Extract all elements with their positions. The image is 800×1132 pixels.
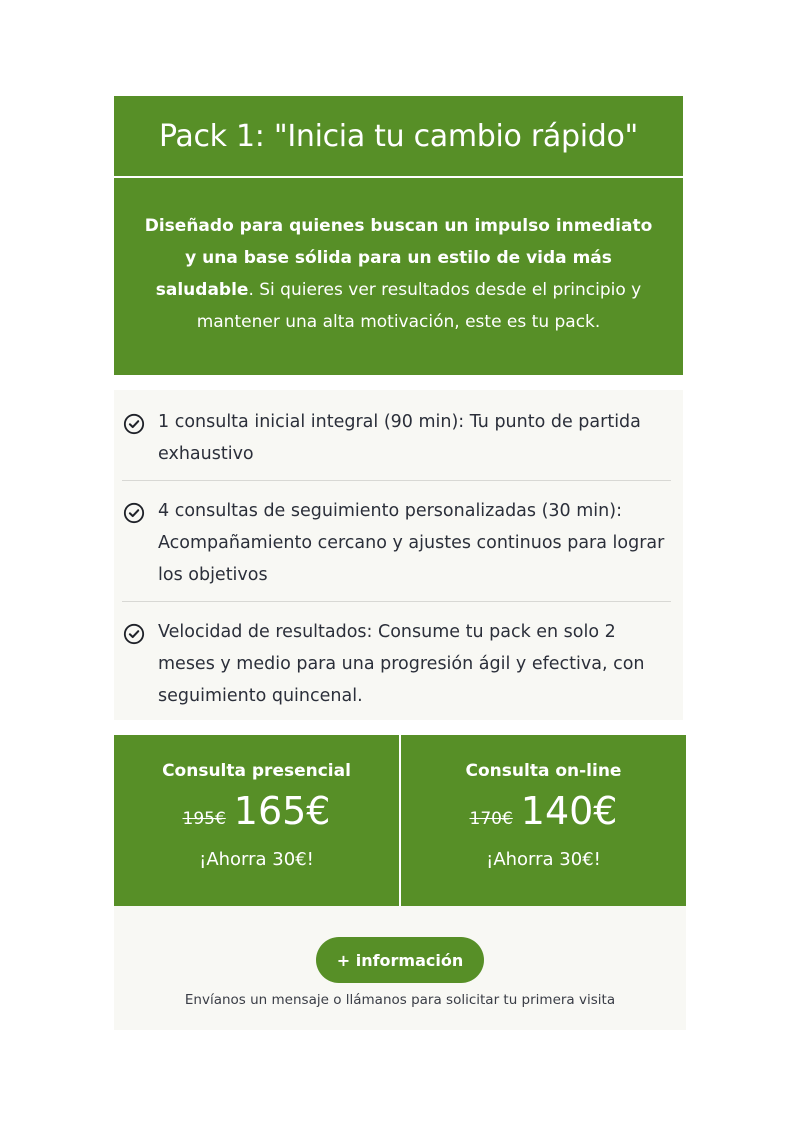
intro-rest-text: . Si quieres ver resultados desde el principio y mantener una alta motivación, este es tu pack.: [196, 280, 642, 332]
pack-header: [114, 96, 683, 176]
intro-paragraph: [140, 210, 657, 338]
feature-item: [122, 404, 671, 481]
feature-text: 1 consulta inicial integral (90 min): Tu punto de partida exhaustivo: [158, 412, 641, 464]
feature-text: 4 consultas de seguimiento personalizadas (30 min): Acompañamiento cercano y ajustes continuos para lograr los objetivos: [158, 501, 665, 585]
cta-note: Envíanos un mensaje o llámanos para solicitar tu primera visita: [184, 992, 616, 1008]
price-title: Consulta presencial: [162, 761, 351, 781]
check-circle-icon: [122, 413, 146, 435]
feature-text: Velocidad de resultados: Consume tu pack en solo 2 meses y medio para una progresión ágil y efectiva, con seguimiento quincenal.: [158, 622, 645, 706]
feature-item: [122, 481, 671, 602]
check-circle-icon: [122, 502, 146, 524]
price-option-online: [399, 735, 686, 906]
more-info-button[interactable]: + información: [316, 937, 484, 983]
pack-intro: [114, 178, 683, 375]
check-circle-icon: [122, 623, 146, 645]
pack-title: Pack 1: "Inicia tu cambio rápido": [158, 118, 639, 154]
pricing-panel: [114, 735, 686, 906]
new-price: 140€: [520, 789, 618, 833]
cta-area: [114, 906, 686, 1030]
saving-label: ¡Ahorra 30€!: [486, 849, 601, 870]
price-option-presencial: [114, 735, 399, 906]
saving-label: ¡Ahorra 30€!: [199, 849, 314, 870]
old-price: 195€: [182, 809, 226, 829]
feature-item: [122, 602, 671, 722]
features-list: [114, 390, 683, 720]
old-price: 170€: [469, 809, 513, 829]
intro-bold-text: Diseñado para quienes buscan un impulso inmediato y una base sólida para un estilo de vida más saludable: [144, 216, 653, 300]
new-price: 165€: [233, 789, 331, 833]
price-row: [470, 789, 618, 833]
price-title: Consulta on-line: [465, 761, 622, 781]
price-row: [183, 789, 331, 833]
